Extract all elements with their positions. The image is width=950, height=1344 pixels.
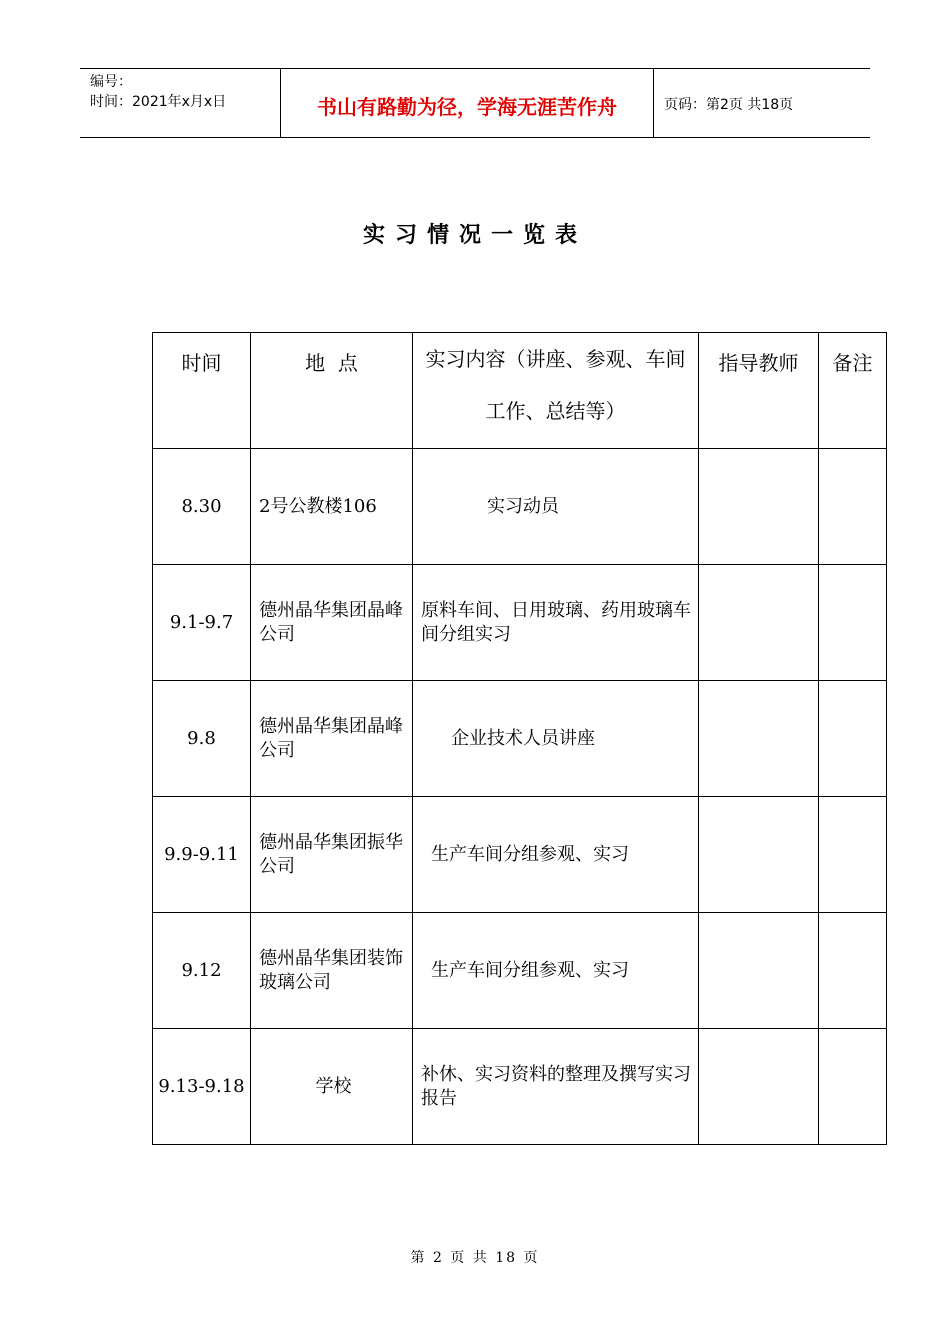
header-number: 编号： [90, 74, 132, 90]
header-motto-cell [281, 69, 654, 137]
cell-teacher [699, 681, 819, 797]
table-row [153, 681, 887, 797]
page-footer: 第 2 页 共 18 页 [410, 1250, 540, 1266]
table-row [153, 797, 887, 913]
internship-table [152, 332, 887, 1145]
cell-teacher [699, 1029, 819, 1145]
cell-time: 9.13-9.18 [153, 1029, 251, 1145]
column-header-teacher: 指导教师 [699, 333, 819, 449]
cell-content: 生产车间分组参观、实习 [413, 913, 699, 1029]
cell-place: 德州晶华集团晶峰公司 [251, 681, 413, 797]
header-page-cell [654, 69, 870, 137]
cell-time: 9.9-9.11 [153, 797, 251, 913]
cell-teacher [699, 565, 819, 681]
cell-note [819, 681, 887, 797]
cell-place: 德州晶华集团装饰玻璃公司 [251, 913, 413, 1029]
column-header-content: 实习内容（讲座、参观、车间工作、总结等） [413, 333, 699, 449]
cell-teacher [699, 449, 819, 565]
cell-content: 生产车间分组参观、实习 [413, 797, 699, 913]
cell-teacher [699, 797, 819, 913]
cell-content: 补休、实习资料的整理及撰写实习报告 [413, 1029, 699, 1145]
cell-content: 原料车间、日用玻璃、药用玻璃车间分组实习 [413, 565, 699, 681]
header-meta [80, 69, 281, 137]
cell-place: 学校 [251, 1029, 413, 1145]
cell-teacher [699, 913, 819, 1029]
table-row [153, 449, 887, 565]
cell-content: 实习动员 [413, 449, 699, 565]
column-header-place: 地 点 [251, 333, 413, 449]
cell-time: 9.12 [153, 913, 251, 1029]
header-time: 时间：2021年x月x日 [90, 94, 227, 110]
page-header [80, 68, 870, 138]
cell-place: 2号公教楼106 [251, 449, 413, 565]
cell-time: 8.30 [153, 449, 251, 565]
cell-place: 德州晶华集团晶峰公司 [251, 565, 413, 681]
cell-place: 德州晶华集团振华公司 [251, 797, 413, 913]
table-row [153, 913, 887, 1029]
cell-note [819, 797, 887, 913]
cell-note [819, 913, 887, 1029]
column-header-time: 时间 [153, 333, 251, 449]
header-motto: 书山有路勤为径，学海无涯苦作舟 [317, 95, 617, 119]
cell-content: 企业技术人员讲座 [413, 681, 699, 797]
cell-time: 9.1-9.7 [153, 565, 251, 681]
table-header-row [153, 333, 887, 449]
document-title: 实习情况一览表 [362, 222, 587, 248]
cell-note [819, 565, 887, 681]
table-row [153, 565, 887, 681]
cell-note [819, 449, 887, 565]
column-header-note: 备注 [819, 333, 887, 449]
cell-note [819, 1029, 887, 1145]
header-page-info: 页码：第2页 共18页 [664, 97, 794, 113]
cell-time: 9.8 [153, 681, 251, 797]
table-row [153, 1029, 887, 1145]
